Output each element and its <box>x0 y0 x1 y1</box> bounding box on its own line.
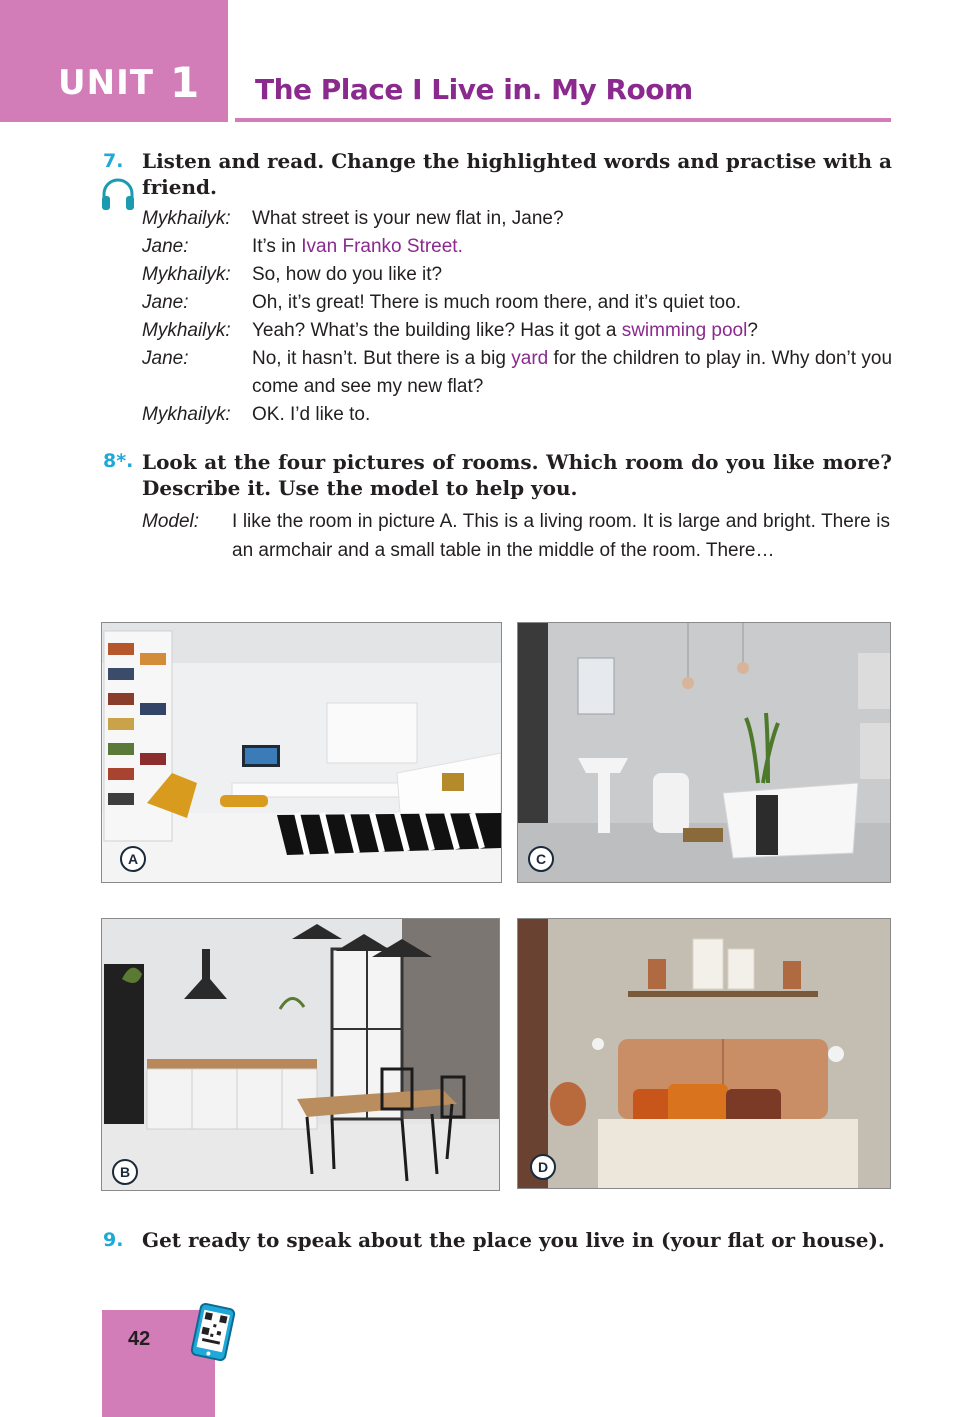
dialogue-line <box>142 261 892 289</box>
page-title: The Place I Live in. My Room <box>255 73 693 106</box>
picture-label: D <box>530 1154 556 1180</box>
speaker-name: Jane: <box>142 292 189 313</box>
model-text: I like the room in picture A. This is a living room. It is large and bright. There is an armchair and a small table in the middle of the room. There… <box>232 511 890 561</box>
speaker-name: Mykhailyk: <box>142 404 231 425</box>
dialogue <box>142 205 892 429</box>
picture-label: C <box>528 846 554 872</box>
exercise-7-number: 7. <box>103 150 124 172</box>
dialogue-text: What street is your new flat in, Jane? <box>252 208 564 229</box>
dialogue-line <box>142 345 892 401</box>
picture-kitchen <box>101 918 500 1191</box>
model-label: Model: <box>142 511 200 532</box>
dialogue-line <box>142 289 892 317</box>
unit-number: 1 <box>170 58 200 107</box>
dialogue-line <box>142 317 892 345</box>
dialogue-text: It’s in Ivan Franko Street. <box>252 236 463 257</box>
picture-bedroom <box>517 918 891 1189</box>
picture-bathroom <box>517 622 891 883</box>
speaker-name: Mykhailyk: <box>142 208 231 229</box>
model-answer <box>142 507 890 565</box>
unit-label: UNIT <box>58 63 154 103</box>
highlighted-word: Ivan Franko Street. <box>301 236 463 257</box>
exercise-8-instruction: Look at the four pictures of rooms. Which room do you like more? Describe it. Use the model to help you. <box>142 450 892 500</box>
highlighted-word: swimming pool <box>621 320 748 341</box>
picture-label: B <box>112 1159 138 1185</box>
dialogue-line <box>142 401 892 429</box>
highlighted-word: yard <box>511 348 549 369</box>
speaker-name: Jane: <box>142 236 189 257</box>
speaker-name: Mykhailyk: <box>142 264 231 285</box>
qr-phone-icon[interactable] <box>188 1302 238 1362</box>
dialogue-text: OK. I’d like to. <box>252 404 371 425</box>
speaker-name: Mykhailyk: <box>142 320 231 341</box>
exercise-8-number: 8*. <box>103 450 134 472</box>
dialogue-line <box>142 205 892 233</box>
picture-label: A <box>120 846 146 872</box>
dialogue-text: No, it hasn’t. But there is a big yard for the children to play in. Why don’t you come and see my new flat? <box>252 348 893 397</box>
page-number: 42 <box>128 1328 151 1350</box>
dialogue-text: So, how do you like it? <box>252 264 443 285</box>
title-underline <box>235 118 891 122</box>
exercise-7-instruction: Listen and read. Change the highlighted words and practise with a friend. <box>142 149 892 199</box>
speaker-name: Jane: <box>142 348 189 369</box>
dialogue-text: Oh, it’s great! There is much room there, and it’s quiet too. <box>252 292 741 313</box>
headphones-icon[interactable] <box>100 178 136 212</box>
picture-living-room <box>101 622 502 883</box>
exercise-9-instruction: Get ready to speak about the place you live in (your flat or house). <box>142 1228 885 1252</box>
dialogue-text: Yeah? What’s the building like? Has it got a swimming pool? <box>252 320 758 341</box>
dialogue-line <box>142 233 892 261</box>
exercise-9-number: 9. <box>103 1229 124 1251</box>
